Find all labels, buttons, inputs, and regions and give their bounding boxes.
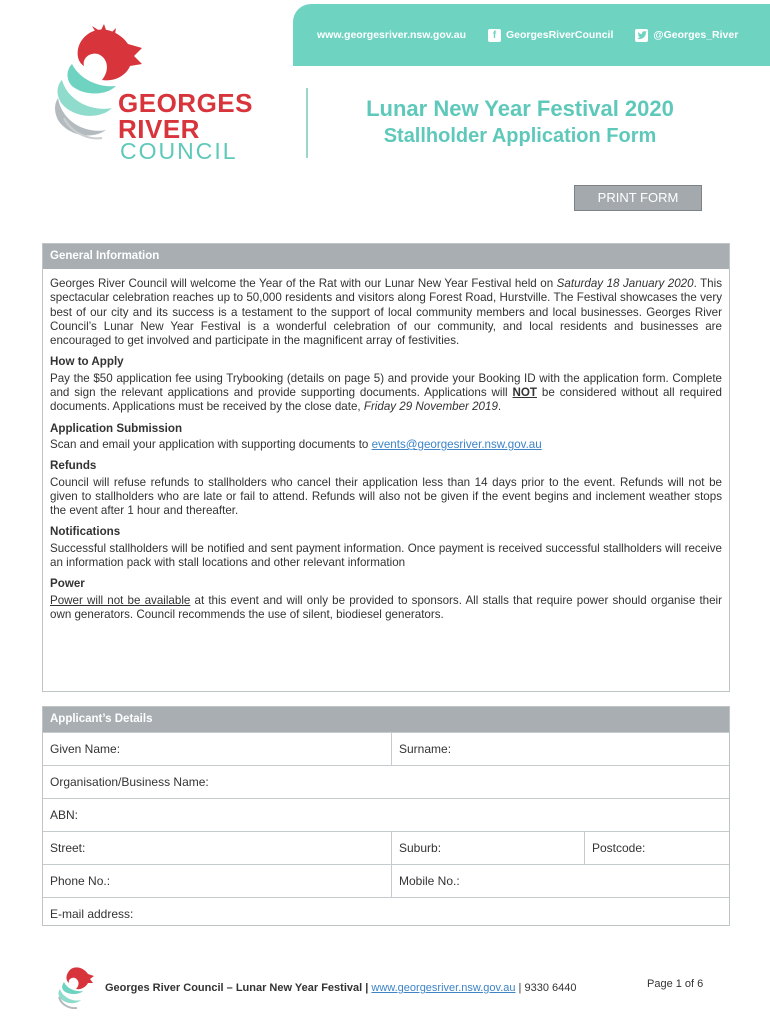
- footer-website-link[interactable]: www.georgesriver.nsw.gov.au: [371, 982, 516, 994]
- footer-sep-1: |: [362, 982, 372, 994]
- title-divider: [306, 88, 308, 158]
- general-information-body: [43, 269, 729, 622]
- logo-line-council: COUNCIL: [120, 138, 238, 164]
- refunds-paragraph: Council will refuse refunds to stallholders who cancel their application less than 14 days prior to the event. Refunds will not be given to stallholders who are late or fail to attend. Refunds will also not be given if the event begins and inclement weather stops the event after 1 hour and thereafter.: [50, 475, 722, 518]
- intro-date: Saturday 18 January 2020: [556, 277, 694, 290]
- mobile-field[interactable]: Mobile No.:: [391, 865, 729, 897]
- name-row: [43, 732, 729, 765]
- submission-paragraph: [50, 438, 722, 452]
- banner-website[interactable]: www.georgesriver.nsw.gov.au: [317, 29, 466, 41]
- suburb-field[interactable]: Suburb:: [391, 832, 584, 864]
- banner-facebook[interactable]: [488, 29, 613, 42]
- general-information-heading: General Information: [43, 244, 729, 269]
- power-underlined: Power will not be available: [50, 593, 191, 607]
- application-submission-heading: Application Submission: [50, 421, 183, 435]
- street-field[interactable]: Street:: [50, 841, 86, 855]
- top-banner: [293, 4, 770, 66]
- postcode-field[interactable]: Postcode:: [584, 832, 729, 864]
- page-footer: [55, 965, 715, 1015]
- title-line-1: Lunar New Year Festival 2020: [366, 96, 674, 121]
- organisation-row: [43, 765, 729, 798]
- submission-text: Scan and email your application with supporting documents to: [50, 437, 372, 451]
- footer-sep-2: |: [515, 982, 525, 994]
- footer-phone: 9330 6440: [524, 982, 577, 994]
- phone-row: [43, 864, 729, 897]
- footer-text: [105, 982, 576, 994]
- how-text-a: Pay the $50 application fee using Trybooking (details on page 5) and provide your Booking ID with the application form. Complete and sign the relevant applications and provide supporting documents. Applications will: [50, 371, 722, 400]
- logo-line-georges: GEORGES: [118, 88, 253, 118]
- how-to-apply-heading: How to Apply: [50, 355, 124, 369]
- applicants-details-section: [42, 706, 730, 926]
- banner-twitter-label: @Georges_River: [653, 29, 739, 41]
- email-row: [43, 897, 729, 930]
- logo-line-river: RIVER: [118, 114, 200, 144]
- surname-field[interactable]: Surname:: [391, 733, 729, 765]
- how-to-apply-paragraph: [50, 372, 722, 415]
- general-information-section: [42, 243, 730, 692]
- banner-twitter[interactable]: [635, 29, 738, 42]
- power-paragraph: [50, 594, 722, 623]
- refunds-heading: Refunds: [50, 459, 97, 473]
- page-number: Page 1 of 6: [647, 978, 704, 990]
- georges-river-logo: [50, 22, 265, 162]
- abn-row: [43, 798, 729, 831]
- email-field[interactable]: E-mail address:: [50, 907, 134, 921]
- notifications-paragraph: Successful stallholders will be notified and sent payment information. Once payment is received successful stallholders will receive an information pack with stall locations and other relevant information: [50, 541, 722, 570]
- abn-field[interactable]: ABN:: [50, 808, 79, 822]
- footer-logo-icon: [55, 965, 95, 1009]
- twitter-icon: [635, 29, 648, 42]
- power-text: at this event and will only be provided to sponsors. All stalls that require power should organise their own generators. Council recommends the use of silent, biodiesel generators.: [50, 593, 722, 621]
- power-heading: Power: [50, 577, 85, 591]
- submission-email-link[interactable]: events@georgesriver.nsw.gov.au: [371, 437, 542, 451]
- print-form-button[interactable]: PRINT FORM: [574, 185, 702, 211]
- how-text-b: be considered without all required documents. Applications must be received by the close date,: [50, 386, 722, 414]
- phone-field[interactable]: Phone No.:: [50, 874, 111, 888]
- facebook-icon: f: [488, 29, 501, 42]
- page-title: [330, 95, 710, 149]
- given-name-field[interactable]: Given Name:: [50, 742, 121, 756]
- how-text-c: .: [497, 400, 502, 414]
- organisation-field[interactable]: Organisation/Business Name:: [50, 775, 209, 789]
- close-date: Friday 29 November 2019: [363, 400, 498, 414]
- address-row: [43, 831, 729, 864]
- intro-paragraph: [50, 277, 722, 348]
- intro-text-a: Georges River Council will welcome the Year of the Rat with our Lunar New Year Festival held on: [50, 277, 557, 290]
- banner-facebook-label: GeorgesRiverCouncil: [506, 29, 614, 41]
- applicants-details-heading: Applicant’s Details: [43, 707, 729, 732]
- title-line-2: Stallholder Application Form: [383, 125, 657, 147]
- notifications-heading: Notifications: [50, 525, 121, 539]
- intro-text-b: . This spectacular celebration reaches up to 50,000 residents and visitors along Forest Road, Hurstville. The Festival showcases the very best of our city and its success is a testament to the support of local community members and local businesses. Georges River Council’s Lunar New Year Festival is a wonderful celebration of our community, and local residents and businesses are encouraged to get involved and participate in the magnificent array of festivities.: [50, 277, 722, 348]
- footer-org: Georges River Council – Lunar New Year Festival: [105, 982, 363, 994]
- how-not: NOT: [512, 386, 538, 400]
